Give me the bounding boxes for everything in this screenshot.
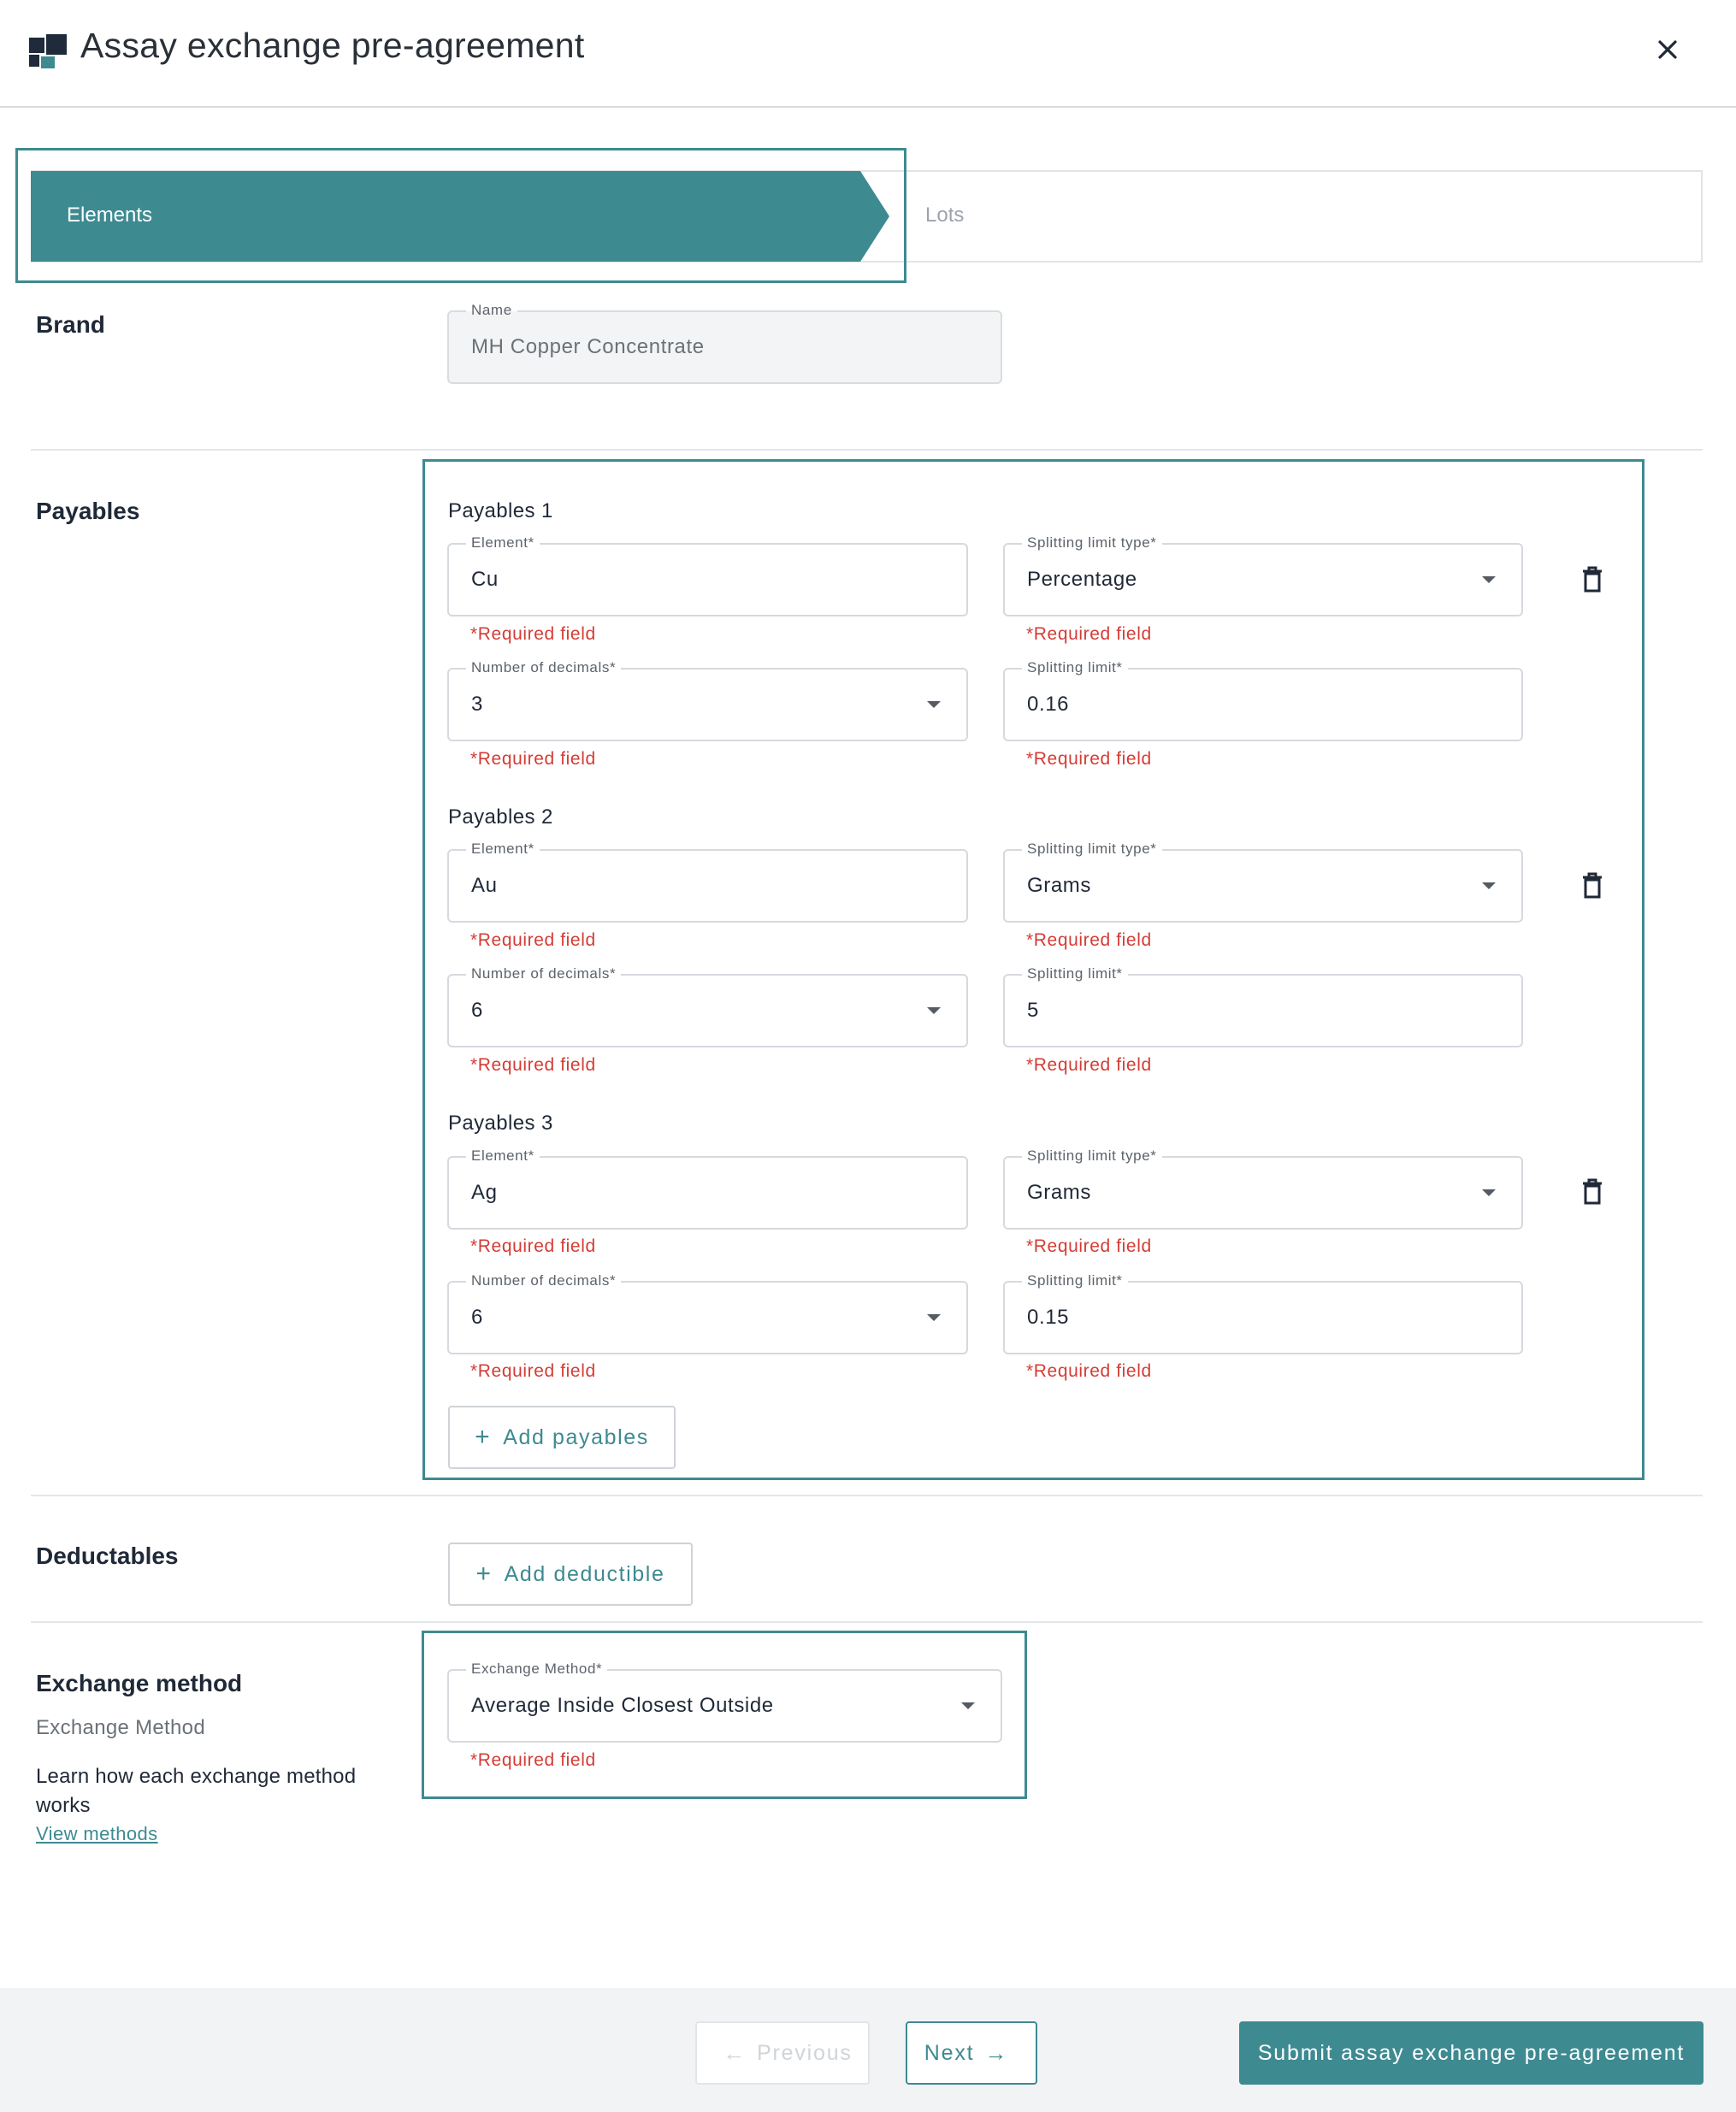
element-value: Cu — [471, 568, 499, 591]
exchange-method-help-text: Learn how each exchange method works — [36, 1765, 357, 1817]
next-label: Next — [924, 2040, 975, 2065]
splitting-limit-type-label: Splitting limit type* — [1022, 1147, 1162, 1165]
payables-section-title: Payables — [36, 498, 140, 524]
required-field-error: *Required field — [470, 624, 596, 644]
element-label: Element* — [466, 1147, 540, 1165]
previous-button[interactable] — [695, 2021, 870, 2085]
required-field-error: *Required field — [1026, 930, 1152, 950]
chevron-down-icon — [1482, 882, 1496, 889]
delete-payables-2-trash-icon[interactable] — [1580, 871, 1604, 900]
payables-2-splitting-limit-type-select[interactable] — [1003, 841, 1523, 923]
splitting-limit-value: 0.16 — [1027, 693, 1070, 716]
number-of-decimals-label: Number of decimals* — [466, 1272, 621, 1289]
exchange-method-subtitle: Exchange Method — [36, 1716, 205, 1739]
required-field-error: *Required field — [1026, 1055, 1152, 1075]
payables-3-heading: Payables 3 — [448, 1112, 553, 1135]
exchange-method-select[interactable] — [447, 1661, 1002, 1743]
payables-3-splitting-limit-field[interactable] — [1003, 1272, 1523, 1354]
number-of-decimals-value: 6 — [471, 1306, 483, 1329]
add-deductible-button[interactable] — [448, 1543, 693, 1606]
required-field-error: *Required field — [1026, 1236, 1152, 1256]
section-divider — [31, 1621, 1703, 1623]
required-field-error: *Required field — [470, 930, 596, 950]
splitting-limit-type-label: Splitting limit type* — [1022, 534, 1162, 552]
add-payables-button[interactable] — [448, 1406, 676, 1469]
splitting-limit-label: Splitting limit* — [1022, 1272, 1128, 1289]
app-logo-icon — [29, 34, 67, 68]
required-field-error: *Required field — [470, 749, 596, 769]
payables-2-splitting-limit-field[interactable] — [1003, 965, 1523, 1047]
section-divider — [31, 1495, 1703, 1496]
required-field-error: *Required field — [470, 1361, 596, 1381]
dialog-title: Assay exchange pre-agreement — [80, 26, 585, 65]
arrow-right-icon: → — [984, 2039, 1009, 2066]
delete-payables-3-trash-icon[interactable] — [1580, 1177, 1604, 1206]
payables-2-element-field[interactable] — [447, 841, 968, 923]
plus-icon: + — [475, 1423, 492, 1451]
step-elements-label: Elements — [67, 204, 153, 227]
chevron-down-icon — [1482, 1189, 1496, 1196]
deductables-section-title: Deductables — [36, 1543, 179, 1569]
splitting-limit-type-label: Splitting limit type* — [1022, 841, 1162, 858]
splitting-limit-label: Splitting limit* — [1022, 659, 1128, 676]
exchange-method-value: Average Inside Closest Outside — [471, 1694, 774, 1717]
dialog-header — [0, 0, 1736, 108]
exchange-method-label: Exchange Method* — [466, 1661, 607, 1678]
step-lots[interactable]: Lots — [925, 204, 965, 227]
number-of-decimals-value: 3 — [471, 693, 483, 716]
element-label: Element* — [466, 841, 540, 858]
stepper-highlight — [15, 148, 906, 283]
submit-button[interactable] — [1239, 2021, 1704, 2085]
required-field-error: *Required field — [1026, 624, 1152, 644]
chevron-down-icon — [1482, 576, 1496, 583]
section-divider — [31, 449, 1703, 451]
delete-payables-1-trash-icon[interactable] — [1580, 565, 1604, 594]
payables-3-splitting-limit-type-select[interactable] — [1003, 1147, 1523, 1230]
chevron-down-icon — [927, 1314, 941, 1321]
chevron-down-icon — [961, 1702, 975, 1709]
brand-section-title: Brand — [36, 311, 105, 338]
number-of-decimals-label: Number of decimals* — [466, 965, 621, 982]
chevron-down-icon — [927, 701, 941, 708]
required-field-error: *Required field — [470, 1236, 596, 1256]
next-button[interactable] — [906, 2021, 1037, 2085]
add-payables-label: Add payables — [503, 1425, 649, 1449]
submit-label: Submit assay exchange pre-agreement — [1257, 2040, 1686, 2065]
payables-1-splitting-limit-field[interactable] — [1003, 659, 1523, 741]
element-value: Ag — [471, 1181, 498, 1204]
splitting-limit-label: Splitting limit* — [1022, 965, 1128, 982]
brand-name-value: MH Copper Concentrate — [471, 335, 705, 358]
payables-1-heading: Payables 1 — [448, 499, 553, 522]
splitting-limit-value: 5 — [1027, 999, 1039, 1022]
previous-label: Previous — [757, 2040, 853, 2065]
required-field-error: *Required field — [470, 1750, 596, 1770]
payables-1-splitting-limit-type-select[interactable] — [1003, 534, 1523, 616]
splitting-limit-type-value: Grams — [1027, 1181, 1091, 1204]
number-of-decimals-value: 6 — [471, 999, 483, 1022]
arrow-left-icon: ← — [723, 2039, 747, 2066]
payables-1-number-of-decimals-select[interactable] — [447, 659, 968, 741]
required-field-error: *Required field — [1026, 1361, 1152, 1381]
view-methods-link[interactable]: View methods — [36, 1823, 158, 1844]
add-deductible-label: Add deductible — [504, 1561, 665, 1586]
brand-name-label: Name — [466, 302, 517, 319]
required-field-error: *Required field — [1026, 749, 1152, 769]
splitting-limit-type-value: Percentage — [1027, 568, 1137, 591]
exchange-method-section-title: Exchange method — [36, 1670, 243, 1696]
element-value: Au — [471, 874, 498, 897]
payables-3-element-field[interactable] — [447, 1147, 968, 1230]
payables-2-number-of-decimals-select[interactable] — [447, 965, 968, 1047]
payables-3-number-of-decimals-select[interactable] — [447, 1272, 968, 1354]
close-icon[interactable] — [1652, 34, 1683, 65]
chevron-down-icon — [927, 1007, 941, 1014]
payables-1-element-field[interactable] — [447, 534, 968, 616]
splitting-limit-type-value: Grams — [1027, 874, 1091, 897]
number-of-decimals-label: Number of decimals* — [466, 659, 621, 676]
payables-2-heading: Payables 2 — [448, 805, 553, 829]
plus-icon: + — [475, 1560, 493, 1588]
splitting-limit-value: 0.15 — [1027, 1306, 1070, 1329]
element-label: Element* — [466, 534, 540, 552]
required-field-error: *Required field — [470, 1055, 596, 1075]
brand-name-field — [447, 302, 1002, 384]
